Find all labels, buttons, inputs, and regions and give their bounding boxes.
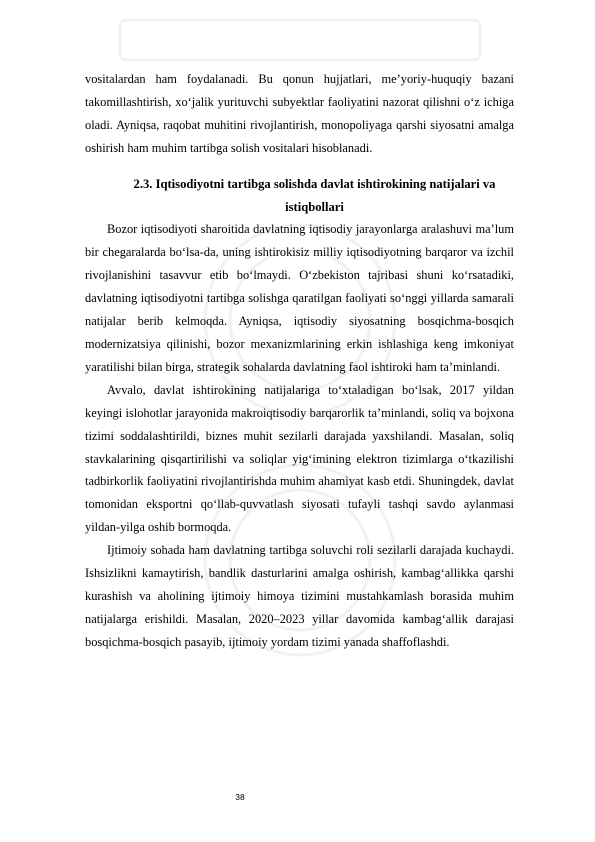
- section-heading: 2.3. Iqtisodiyotni tartibga solishda davlat ishtirokining natijalari va istiqbollari: [133, 176, 496, 214]
- paragraph-2: Avvalo, davlat ishtirokining natijalariga to‘xtaladigan bo‘lsak, 2017 yildan keyingi islohotlar jarayonida makroiqtisodiy barqarorlik ta’minlandi, soliq va bojxona tizimi soddalashtirildi, biznes muhit sezilarli darajada yaxshilandi. Masalan, soliq stavkalarining qisqartirilishi va soliqlar yig‘imining elektron tizimlarga o‘tkazilishi tadbirkorlik faoliyatini rivojlantirishda muhim ahamiyat kasb etdi. Shuningdek, davlat tomonidan eksportni qo‘llab-quvvatlash siyosati tufayli tashqi savdo aylanmasi yildan-yilga oshib bormoqda.: [85, 382, 514, 535]
- page-content: [85, 68, 514, 654]
- paragraph-1: Bozor iqtisodiyoti sharoitida davlatning iqtisodiy jarayonlarga aralashuvi ma’lum bir chegaralarda bo‘lsa-da, uning ishtirokisiz milliy iqtisodiyotning barqaror va izchil rivojlanishini tasavvur etib bo‘lmaydi. O‘zbekiston tajribasi shuni ko‘rsatadiki, davlatning iqtisodiyotni tartibga solishga qaratilgan faoliyati so‘nggi yillarda samarali natijalar berib kelmoqda. Ayniqsa, iqtisodiy siyosatning bosqichma-bosqich modernizatsiya qilinishi, bozor mexanizmlarining erkin ishlashiga keng imkoniyat yaratilishi bilan birga, strategik sohalarda davlatning faol ishtiroki ham ta’minlandi.: [85, 222, 514, 374]
- paragraph-3: Ijtimoiy sohada ham davlatning tartibga soluvchi roli sezilarli darajada kuchaydi. Ishsizlikni kamaytirish, bandlik dasturlarini amalga oshirish, kambag‘allikka qarshi kurashish va aholining ijtimoiy himoya tizimini mustahkamlash borasida muhim natijalarga erishildi. Masalan, 2020–2023 yillar davomida kambag‘allik darajasi bosqichma-bosqich pasayib, ijtimoiy yordam tizimi yanada shaffoflashdi.: [85, 543, 514, 649]
- paragraph-intro: vositalardan ham foydalanadi. Bu qonun hujjatlari, me’yoriy-huquqiy bazani takomillashtirish, xo‘jalik yurituvchi subyektlar faoliyatini nazorat qilishni o‘z ichiga oladi. Ayniqsa, raqobat muhitini rivojlantirish, monopoliyaga qarshi siyosatni amalga oshirish ham muhim tartibga solish vositalari hisoblanadi.: [85, 72, 514, 155]
- page-number: 38: [235, 792, 245, 802]
